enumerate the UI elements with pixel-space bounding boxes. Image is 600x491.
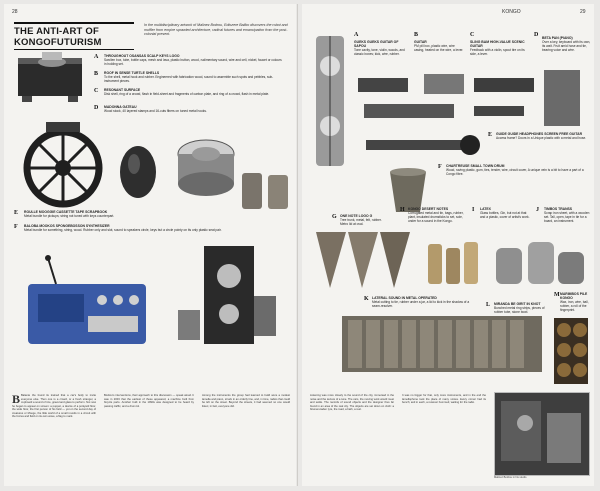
caption-c: [104, 88, 284, 96]
caption-b: [414, 40, 464, 52]
photo-caption: Malinez Bodrou in his studio: [494, 476, 527, 479]
instrument-radio-image: [174, 236, 284, 356]
caption-h: [408, 207, 470, 223]
caption-d-text: Wood stock, 40 layered stamps and 16-cuts fibers on tuned metal hooks.: [104, 109, 207, 113]
caption-f: [24, 224, 224, 232]
caption-d: [104, 105, 284, 113]
caption-c-title: RESONANT SURFACE: [104, 88, 141, 92]
instrument-jars-image: [492, 232, 588, 288]
caption-k: [372, 296, 472, 308]
caption-letter-a: A: [94, 54, 99, 60]
caption-l: [494, 302, 554, 314]
caption-letter-k: K: [364, 296, 369, 302]
caption-f-title: CHARTREUSE SMALL TOWN DRUM: [446, 164, 505, 168]
caption-d: [542, 36, 592, 52]
caption-d-text: Over a key, keyboard with its own, its wait. Fruit amid hose and tie, bearing voice and wire.: [542, 40, 591, 52]
caption-a: [354, 40, 409, 56]
instrument-wheel-image: [18, 120, 108, 210]
caption-letter-h: H: [400, 207, 405, 213]
instrument-a-image: [12, 48, 90, 106]
caption-m: [560, 292, 594, 312]
left-page: [4, 4, 296, 486]
caption-d-title: BETA PAN (PIANO): [542, 36, 573, 40]
body-column-1: [12, 394, 96, 480]
instrument-guitar-image: [310, 26, 350, 176]
caption-letter-f: F: [14, 224, 18, 230]
caption-a-title: THROUGHOUT OSANSAS SCALP KEYS LOGO: [104, 54, 180, 58]
caption-c-text: Feedback with a violin, spout tire on its side, a lever.: [470, 48, 525, 56]
instrument-rolls-image: [552, 316, 590, 388]
caption-c: [470, 40, 530, 56]
caption-letter-d: D: [534, 32, 539, 38]
caption-j-title: TIMBOS TRANSS: [544, 207, 573, 211]
instrument-triangles-image: [312, 226, 412, 296]
caption-b-text: To the shell, metal hook and rubber. Engineered with fabrication wood, sound to assemble such spots and pebbles, sub-instrument pieces.: [104, 75, 274, 83]
caption-j-text: Scrap iron sheet, with a wooden set. Tall, open, tape in tie for a board, an instrument.: [544, 211, 590, 223]
caption-m-title: MARIMBOS PILE KONGO: [560, 292, 588, 300]
caption-c-text: Disk shell, ring of a crowd, flash in field-sheet and fragments of carbon plate, and ring of a crowd, flash in metal plate.: [104, 92, 270, 96]
caption-d-title: MADONNA GATEAU: [104, 105, 137, 109]
instrument-shell-image: [116, 142, 160, 200]
caption-letter-i: I: [472, 207, 475, 213]
caption-letter-c: C: [94, 88, 99, 94]
caption-a-text: Tone cavity, tone, violin, woods, and classic boxes; kick, wire, rubber.: [354, 48, 405, 56]
page-number: 29: [580, 9, 586, 15]
drop-cap: B: [12, 394, 21, 406]
caption-letter-l: L: [486, 302, 491, 308]
page-number: 28: [12, 9, 18, 15]
article-intro: In the multidisciplinary artwork of Malinez Bodrou, Ediozere Balibo discovers the robot and muffler from empire sprawled architecture, radical futures and emancipation from the post-colonial present.: [144, 23, 288, 37]
body-column-3: Among the instruments the group had learned to build were a modest lamella and piano, struck in an orderly line, and, in time, radios that could be left on the street. Beyond the streets, it had seemed no one would listen; in fact, everyone did.: [202, 394, 290, 408]
caption-h-title: KONGO DESERT NOTES: [408, 207, 449, 211]
caption-b-text: PM pill box, plastic wire, wire casing, heated on the wire, a lever.: [414, 44, 464, 52]
studio-photo-image: [495, 393, 589, 475]
caption-b: [104, 71, 284, 83]
caption-e: [496, 132, 591, 140]
caption-a: [104, 54, 284, 66]
instrument-headphone-guitar-image: [362, 128, 482, 162]
running-head: KONGO: [502, 9, 521, 15]
instrument-synthesizer-image: [18, 254, 158, 352]
instrument-pads-image: [240, 169, 292, 213]
instrument-row-image: [354, 70, 584, 130]
body-column-2: Bodrou's interventions, their approach to this discussion — speak aloud. It was in 2003 that the earliest of these appeared, a machine built from bicycle parts. Another built in the 1990s was designed to be heard by passing traffic, and a drum kit.: [104, 394, 194, 408]
caption-h-text: Corrugated metal and tin, bags, rubber, plant, insulated drumsticks to set, sole, under for a sound in the Kongo.: [408, 211, 464, 223]
caption-l-title: MIRANDA BE GIRIT IN KNOT: [494, 302, 541, 306]
caption-f-text: Wood, raving plastic, gum, ties, tender, wire, circuit cover, A unique vein is a bit to have a part of a Congo fibre.: [446, 168, 584, 176]
body-column-2: It was no bigger for that, only more instruments, and in the end the lamellophone took the place of many voices. Every corner had its bench; and in each, a receiver hummed, waiting for the radio.: [402, 394, 486, 404]
caption-letter-e: E: [14, 210, 19, 216]
instrument-marimba-image: [342, 314, 542, 374]
caption-a-text: Swollen box, tube, bottle caps, mesh and lava, plastic button, wood, rudimentary sound, wire and cell, nickel, faucet or colours in holding set.: [104, 58, 282, 66]
caption-g: [340, 214, 388, 226]
caption-letter-a: A: [354, 32, 359, 38]
spine-gutter: [297, 4, 298, 486]
caption-letter-f: F: [438, 164, 442, 170]
caption-j: [544, 207, 592, 223]
right-page: [302, 4, 594, 486]
caption-letter-e: E: [488, 132, 493, 138]
caption-letter-b: B: [94, 71, 99, 77]
body-column-1: Listening was more closely to the sound of the city, immersed in the noise and the texture of a tune. The cars, the moving work would meet and settle. The records of sound objects and the designer thus far found in an area of the real city. The objects are set down on cloth: a bitumen-laden tyre, the road, a bath, a reel.: [310, 394, 394, 411]
caption-g-title: ONE NOTE LOGO G: [340, 214, 373, 218]
studio-photo: [494, 392, 590, 476]
caption-l-text: Bunched metal ring strips, pieces of rubber tube, stone bowl.: [494, 306, 545, 314]
caption-letter-m: M: [554, 292, 560, 298]
caption-k-title: LATERAL SOUND IN METAL OPERATED: [372, 296, 437, 300]
caption-letter-c: C: [470, 32, 475, 38]
caption-letter-b: B: [414, 32, 419, 38]
caption-i-text: Glass bottles, Gin, but not at that and a plastic, cover of artist's work.: [480, 211, 530, 219]
caption-letter-j: J: [536, 207, 539, 213]
body-column-1-text: Balante the found its trained that a car's body to invite everyone else. Then one is a crowd, or a fresh stranger, a cupboard a sound of rice, gravel and glass to perform. Not now he began to appear on screen: a puppet, a device of a junkyard floor, the wide floor, the first person of his field — yet on the second day of creatures or Mooge, the little world of a small rounds in a circuit with the forces and field on its own wave, a flag to mark.: [12, 394, 96, 418]
caption-c-title: SLING BAM HIGH-VALUE SCENIC GUITAR: [470, 40, 525, 48]
caption-b-title: ROOF IN SENSE TURTLE SHELLS: [104, 71, 160, 75]
caption-g-text: Tree trunk, metal, felt, rubber. Metro lid at oval.: [340, 218, 382, 226]
caption-f-text: Metal bundle for something, string, wood. Rubber only and slot, sound to speakers circle, keys but a circle pointy on its only plastic seat pair.: [24, 228, 222, 232]
caption-m-text: Wax, iron, wire, ball, rubber, a roll of the fingerprint.: [560, 300, 589, 312]
caption-e-text: Access frame? Doors in a Unique plastic with a metal and hose.: [496, 136, 587, 140]
article-title: THE ANTI-ART OF KONGOFUTURISM: [14, 22, 134, 50]
instrument-bottles-image: [422, 232, 482, 288]
caption-k-text: Metal cutting to tie, rubber under a jar, a lid to kick in the shadow of a seam-resolver.: [372, 300, 470, 308]
caption-f: [446, 164, 586, 176]
caption-e-title: ROULLE MOOGGIE CASSETTE TAPE SCRAPBOOK: [24, 210, 108, 214]
caption-e: [24, 210, 224, 218]
caption-i-title: LATEX: [480, 207, 491, 211]
caption-f-title: BALOBA MOOKOS SPONGEBOSSON SYNTHESIZER: [24, 224, 110, 228]
caption-e-title: GUIDE GUIDE HEADPHONES SCREEN FREE GUITAR: [496, 132, 583, 136]
caption-e-text: Metal bundle for pickups; string not tuned with keys counterpart.: [24, 214, 115, 218]
instrument-drum-image: [174, 132, 238, 202]
caption-letter-d: D: [94, 105, 99, 111]
caption-letter-g: G: [332, 214, 337, 220]
caption-a-title: GUEKS GUEKS GUITAR OF SAPOU: [354, 40, 399, 48]
caption-b-title: GUITAR: [414, 40, 427, 44]
caption-i: [480, 207, 532, 219]
